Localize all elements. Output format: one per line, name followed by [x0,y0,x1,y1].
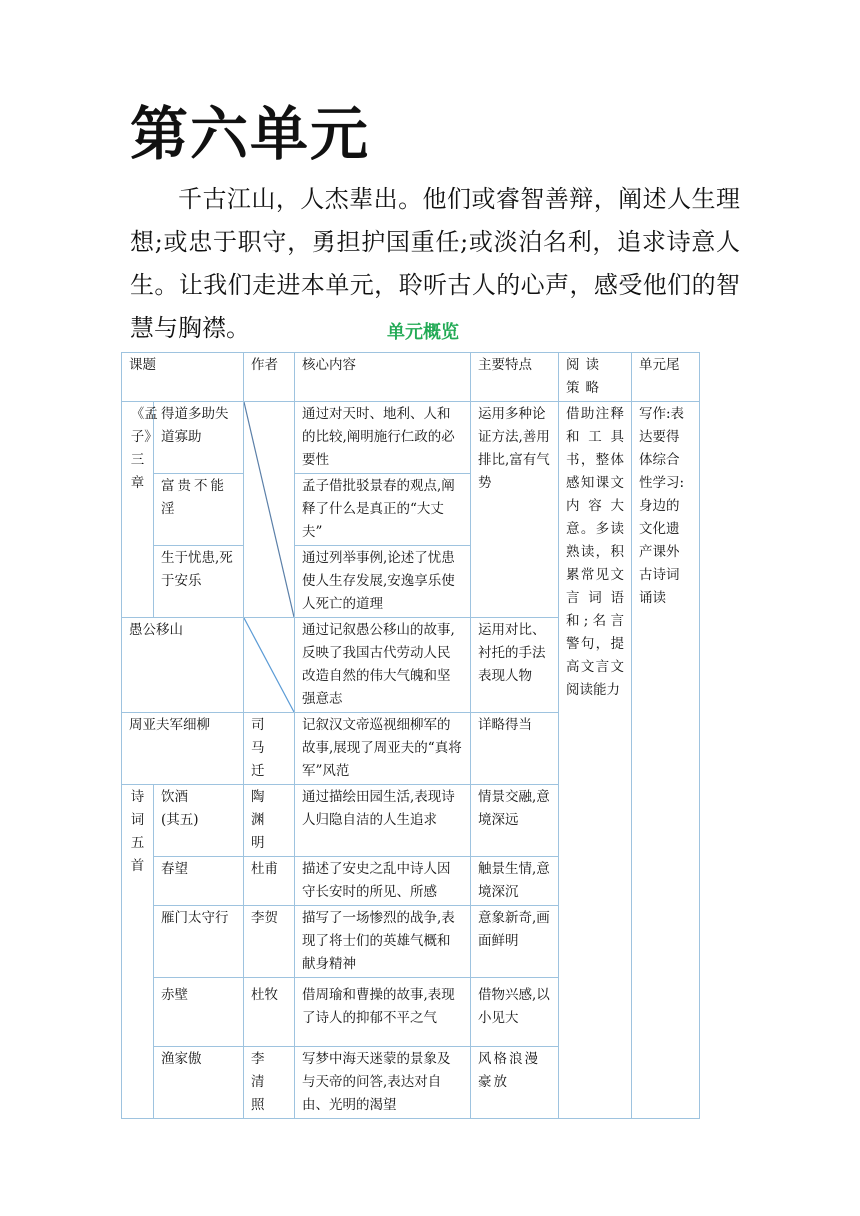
header-topic: 课题 [122,353,244,402]
unit-overview-table [121,352,700,1119]
table-header-row [122,353,700,402]
content-cell: 记叙汉文帝巡视细柳军的故事,展现了周亚夫的“真将军”风范 [295,713,471,785]
author-cell: 陶渊明 [244,785,295,857]
topic-cell: 周亚夫军细柳 [122,713,244,785]
author-cell: 李清照 [244,1047,295,1119]
author-cell: 杜甫 [244,857,295,906]
table-row [122,402,700,474]
diagonal-line [244,618,294,712]
content-cell: 描写了一场惨烈的战争,表现了将士们的英雄气概和献身精神 [295,906,471,978]
topic-cell: 春望 [154,857,244,906]
content-cell: 孟子借批驳景春的观点,阐释了什么是真正的“大丈夫” [295,474,471,546]
content-cell: 通过记叙愚公移山的故事,反映了我国古代劳动人民改造自然的伟大气魄和坚强意志 [295,618,471,713]
author-cell: 司马迁 [244,713,295,785]
unit-title: 第六单元 [130,100,371,168]
topic-cell: 赤壁 [154,978,244,1047]
header-author: 作者 [244,353,295,402]
topic-cell: 渔家傲 [154,1047,244,1119]
unit-end-cell: 写作:表达要得体综合性学习:身边的文化遗产课外古诗词诵读 [632,402,700,1119]
header-unit-end: 单元尾 [632,353,700,402]
features-cell: 意象新奇,画面鲜明 [471,906,559,978]
poems-group-label: 诗词五首 [122,785,154,1119]
features-cell: 情景交融,意境深远 [471,785,559,857]
content-cell: 通过描绘田园生活,表现诗人归隐自洁的人生追求 [295,785,471,857]
topic-cell: 雁门太守行 [154,906,244,978]
features-cell: 详略得当 [471,713,559,785]
overview-heading: 单元概览 [387,322,459,343]
topic-cell: 得道多助失道寡助 [154,402,244,474]
content-cell: 借周瑜和曹操的故事,表现了诗人的抑郁不平之气 [295,978,471,1047]
header-strategy: 阅读策略 [559,353,632,402]
author-cell: 杜牧 [244,978,295,1047]
topic-cell: 饮酒 (其五) [154,785,244,857]
header-features: 主要特点 [471,353,559,402]
mencius-features-cell: 运用多种论证方法,善用排比,富有气势 [471,402,559,618]
topic-cell: 富贵不能淫 [154,474,244,546]
content-cell: 写梦中海天迷蒙的景象及与天帝的问答,表达对自由、光明的渴望 [295,1047,471,1119]
unit-intro: 千古江山，人杰辈出。他们或睿智善辩，阐述人生理想;或忠于职守，勇担护国重任;或淡泊名利，追求诗意人生。让我们走进本单元，聆听古人的心声，感受他们的智慧与胸襟。 [130,185,740,342]
features-cell: 风格浪漫豪放 [471,1047,559,1119]
strategy-cell: 借助注释和工具书，整体感知课文内容大意。多读熟读，积累常见文言词语和;名言警句，提高文言文阅读能力 [559,402,632,1119]
mencius-group-label: 《孟子》三章 [122,402,154,618]
topic-cell: 愚公移山 [122,618,244,713]
diagonal-line [244,402,294,617]
features-cell: 运用对比、衬托的手法表现人物 [471,618,559,713]
content-cell: 通过列举事例,论述了忧患使人生存发展,安逸享乐使人死亡的道理 [295,546,471,618]
author-blank-cell [244,618,295,713]
features-cell: 借物兴感,以小见大 [471,978,559,1047]
topic-cell: 生于忧患,死于安乐 [154,546,244,618]
content-cell: 通过对天时、地利、人和的比较,阐明施行仁政的必要性 [295,402,471,474]
author-cell: 李贺 [244,906,295,978]
author-blank-cell [244,402,295,618]
features-cell: 触景生情,意境深沉 [471,857,559,906]
content-cell: 描述了安史之乱中诗人因守长安时的所见、所感 [295,857,471,906]
header-content: 核心内容 [295,353,471,402]
